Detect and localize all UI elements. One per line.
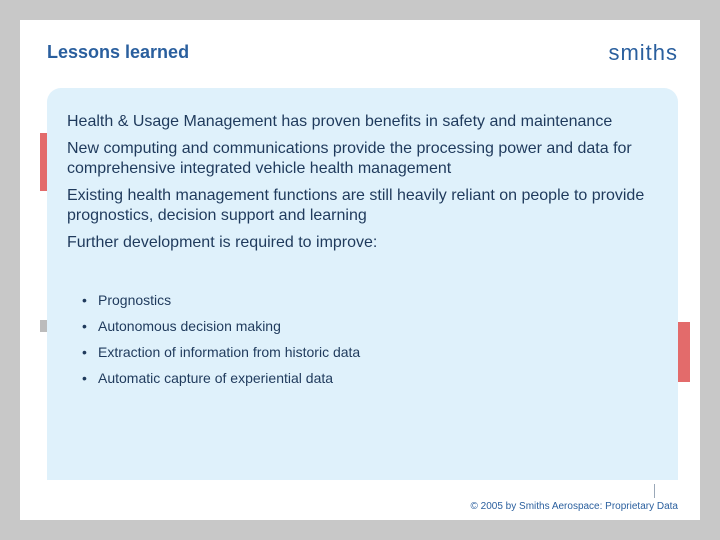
sub-bullet-item — [82, 344, 360, 360]
bullet-item: Further development is required to improve: — [67, 234, 378, 251]
bullet-marker: • — [82, 370, 87, 386]
sub-bullet-text: Extraction of information from historic data — [98, 344, 361, 360]
bullet-marker: • — [82, 344, 87, 360]
sub-bullet-text: Autonomous decision making — [98, 318, 281, 334]
footer-copyright: © 2005 by Smiths Aerospace: Proprietary Data — [470, 501, 678, 512]
slide-title: Lessons learned — [47, 42, 190, 62]
sub-bullet-text: Prognostics — [98, 292, 172, 308]
sub-bullet-text: Automatic capture of experiential data — [98, 370, 334, 386]
bullet-item: Health & Usage Management has proven benefits in safety and maintenance — [67, 113, 613, 130]
bullet-marker: • — [82, 318, 87, 334]
sub-bullet-item — [82, 292, 360, 308]
sub-bullet-item — [82, 318, 360, 334]
bullet-item: Existing health management functions are still heavily reliant on people to provide prognostics, decision support and learning — [67, 187, 645, 224]
bullet-marker: • — [82, 292, 87, 308]
slide — [20, 20, 700, 520]
sub-bullet-item — [82, 370, 360, 386]
accent-bar-right — [678, 322, 690, 382]
sub-bullet-list — [82, 292, 360, 396]
bullet-list — [67, 112, 667, 260]
smiths-logo: smiths — [608, 40, 678, 65]
content-panel — [47, 88, 678, 480]
footer-divider — [654, 484, 655, 498]
bullet-item: New computing and communications provide the processing power and data for comprehensive integrated vehicle health management — [67, 140, 632, 177]
